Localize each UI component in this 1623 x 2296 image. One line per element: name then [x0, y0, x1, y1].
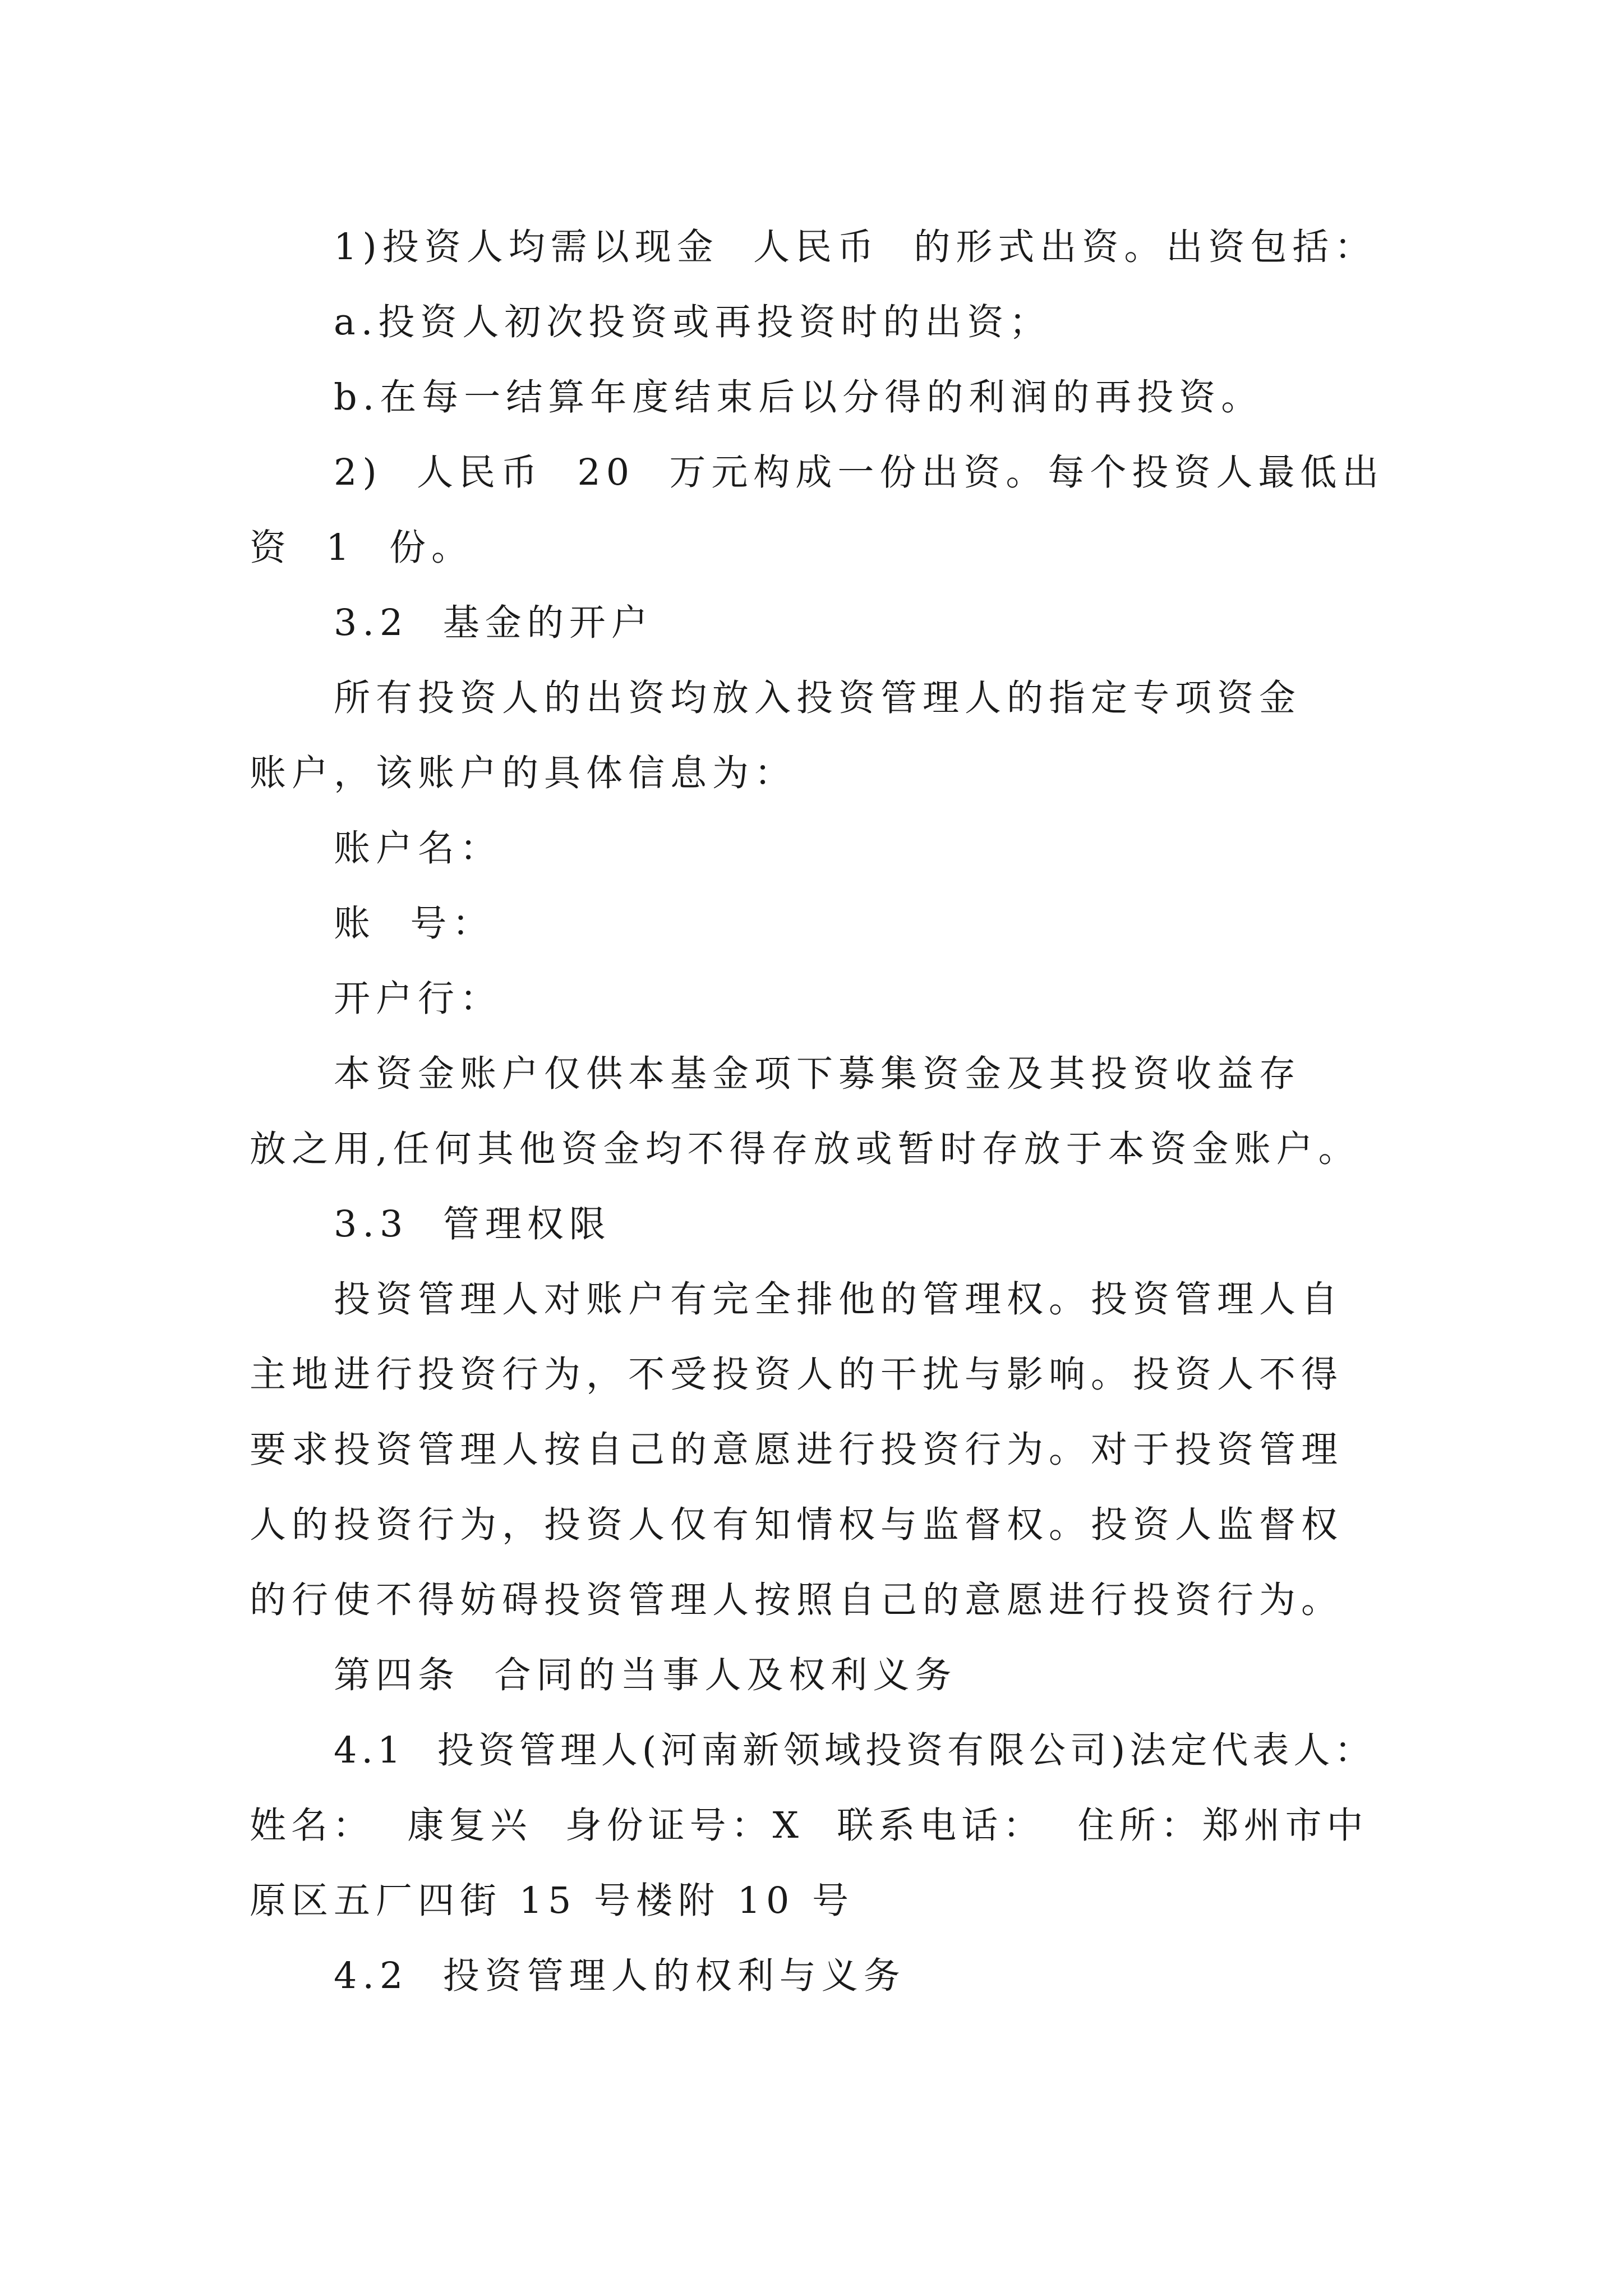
paragraph-line: 人的投资行为，投资人仅有知情权与监督权。投资人监督权	[250, 1504, 1344, 1546]
article-heading: 第四条 合同的当事人及权利义务	[334, 1654, 957, 1696]
paragraph-line: 放之用,任何其他资金均不得存放或暂时存放于本资金账户。	[250, 1128, 1361, 1170]
paragraph-line: 的行使不得妨碍投资管理人按照自己的意愿进行投资行为。	[250, 1579, 1344, 1621]
paragraph-line: 原区五厂四街 15 号楼附 10 号	[250, 1880, 855, 1922]
paragraph-line: 主地进行投资行为，不受投资人的干扰与影响。投资人不得	[250, 1354, 1344, 1396]
section-heading: 3.2 基金的开户	[334, 602, 653, 644]
section-heading: 4.2 投资管理人的权利与义务	[334, 1955, 906, 1997]
paragraph-line: a.投资人初次投资或再投资时的出资；	[334, 301, 1052, 343]
paragraph-line: 账户，该账户的具体信息为：	[250, 752, 797, 794]
bank-label: 开户行：	[334, 978, 502, 1020]
section-heading: 4.1 投资管理人(河南新领域投资有限公司)法定代表人：	[334, 1729, 1376, 1772]
paragraph-line: 姓名： 康复兴 身份证号：X 联系电话： 住所：郑州市中	[250, 1805, 1368, 1847]
paragraph-line: 2) 人民币 20 万元构成一份出资。每个投资人最低出	[334, 452, 1385, 494]
paragraph-line: 资 1 份。	[250, 527, 474, 569]
account-name-label: 账户名：	[334, 827, 502, 869]
paragraph-line: 1)投资人均需以现金 人民币 的形式出资。出资包括：	[334, 226, 1377, 268]
paragraph-line: b.在每一结算年度结束后以分得的利润的再投资。	[334, 376, 1264, 418]
paragraph-line: 投资管理人对账户有完全排他的管理权。投资管理人自	[334, 1278, 1344, 1320]
paragraph-line: 本资金账户仅供本基金项下募集资金及其投资收益存	[334, 1053, 1302, 1095]
account-number-label: 账 号：	[334, 903, 495, 945]
paragraph-line: 要求投资管理人按自己的意愿进行投资行为。对于投资管理	[250, 1429, 1344, 1471]
section-heading: 3.3 管理权限	[334, 1203, 611, 1245]
paragraph-line: 所有投资人的出资均放入投资管理人的指定专项资金	[334, 677, 1302, 719]
